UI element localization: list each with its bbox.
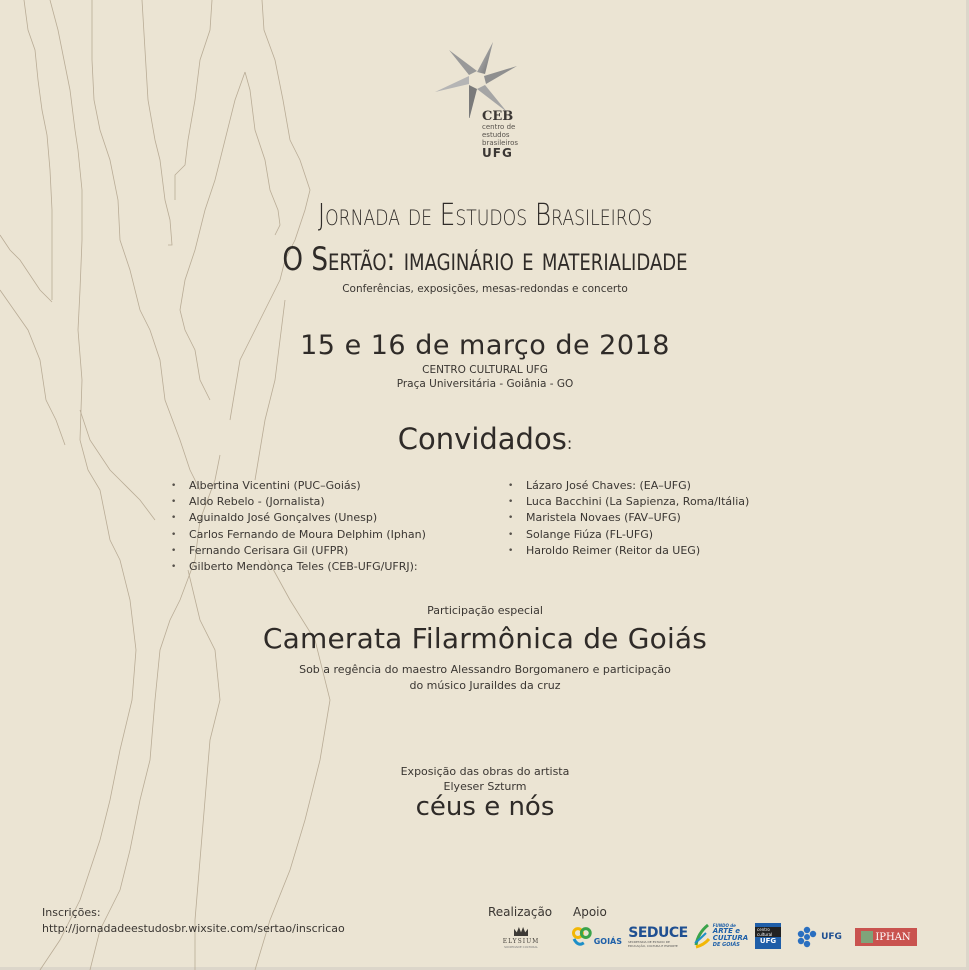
exhibition-artist: Elyeser Szturm (443, 780, 527, 793)
ccufg-top: centro cultural (755, 927, 781, 937)
guest-item: • Gilberto Mendonça Teles (CEB-UFG/UFRJ): (171, 559, 426, 575)
apoio-label: Apoio (573, 905, 607, 919)
special-desc-line2: do músico Juraildes da cruz (409, 679, 561, 692)
event-theme: O Sertão: imaginário e materialidade (282, 240, 688, 278)
logo-line3: brasileiros (482, 139, 519, 147)
guests-heading-colon: : (566, 434, 573, 453)
fundo-arte-cultura-logo (692, 920, 750, 952)
iphan-logo (855, 928, 917, 946)
goias-logo (572, 924, 622, 950)
special-desc-line1: Sob a regência do maestro Alessandro Borgomanero e participação (299, 663, 671, 676)
venue-name: CENTRO CULTURAL UFG (422, 364, 548, 376)
ufg-logo (793, 924, 845, 950)
guest-item: • Lázaro José Chaves: (EA–UFG) (508, 478, 749, 494)
guest-item: • Luca Bacchini (La Sapienza, Roma/Itália) (508, 494, 749, 510)
logo-acronym: CEB (482, 109, 514, 124)
fundo-line2: ARTE e (712, 927, 741, 935)
guest-item: • Aguinaldo José Gonçalves (Unesp) (171, 510, 426, 526)
registration-link[interactable]: http://jornadadeestudosbr.wixsite.com/sertao/inscricao (42, 922, 345, 935)
logo-institution: UFG (482, 146, 513, 160)
event-subtitle: Conferências, exposições, mesas-redondas e concerto (342, 283, 628, 295)
elysium-name: ELYSIUM (502, 938, 540, 945)
elysium-crown-icon (514, 927, 528, 936)
ufg-hexagons-icon (796, 926, 818, 948)
registration-label: Inscrições: (42, 906, 101, 919)
elysium-logo (496, 924, 546, 952)
exhibition-label: Exposição das obras do artista (400, 765, 570, 778)
exhibition-title: céus e nós (415, 792, 555, 822)
special-participation-title: Camerata Filarmônica de Goiás (262, 622, 708, 655)
exhibition-info (300, 764, 670, 794)
goias-go-icon (572, 926, 592, 948)
seduce-sub: SECRETARIA DE ESTADO DE EDUCAÇÃO, CULTURA E ESPORTE (628, 940, 678, 948)
event-location (250, 363, 720, 391)
guest-item: • Fernando Cerisara Gil (UFPR) (171, 543, 426, 559)
guest-item: • Albertina Vicentini (PUC–Goiás) (171, 478, 426, 494)
guests-heading-text: Convidados (397, 422, 567, 456)
special-participation-label: Participação especial (427, 604, 543, 617)
guest-item: • Haroldo Reimer (Reitor da UEG) (508, 543, 749, 559)
centro-cultural-ufg-logo (755, 923, 781, 949)
ceb-star-icon (430, 38, 525, 118)
guest-item: • Aldo Rebelo - (Jornalista) (171, 494, 426, 510)
logo-line2: estudos (482, 131, 510, 139)
logo-line1: centro de (482, 123, 516, 131)
ccufg-bottom: UFG (759, 937, 777, 945)
fundo-swoosh-icon (694, 923, 710, 949)
fundo-line4: DE GOIÁS (712, 942, 740, 948)
guest-item: • Solange Fiúza (FL-UFG) (508, 527, 749, 543)
guest-item: • Maristela Novaes (FAV–UFG) (508, 510, 749, 526)
guest-item: • Carlos Fernando de Moura Delphim (Iphan) (171, 527, 426, 543)
fundo-line1: FUNDO de (712, 923, 736, 928)
iphan-name: IPHAN (875, 931, 911, 943)
realizacao-label: Realização (488, 905, 553, 919)
guest-list-right (508, 478, 749, 559)
elysium-sub: SOCIEDADE CULTURAL (504, 945, 538, 949)
guests-heading (250, 422, 720, 456)
fundo-line3: CULTURA (712, 934, 749, 942)
registration (42, 905, 345, 937)
seduce-name: SEDUCE (628, 925, 688, 941)
iphan-emblem-icon (861, 931, 873, 943)
ceb-ufg-logo (430, 38, 525, 168)
seduce-logo (628, 924, 688, 950)
event-date: 15 e 16 de março de 2018 (300, 330, 670, 361)
venue-address: Praça Universitária - Goiânia - GO (396, 378, 574, 390)
event-title: Jornada de Estudos Brasileiros (317, 198, 653, 233)
goias-name: GOIÁS (593, 936, 622, 946)
ufg-name: UFG (821, 932, 842, 942)
guest-list-left (171, 478, 426, 575)
special-participation-description (200, 662, 770, 694)
